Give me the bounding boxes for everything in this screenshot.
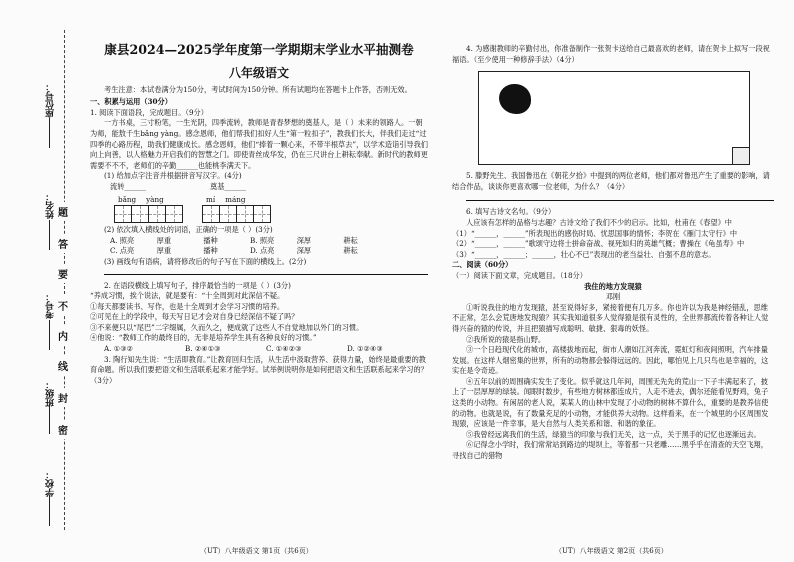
q2-lead: “养成习惯，挨个说法，就是要有：“十全周到对此深信不疑。 — [90, 291, 285, 301]
poem-fill: 人应该有怎样的品格与志趣？古诗文给了我们不少的启示。比如，杜甫在《春望》中（1）“______，______”所表现出的感伤时局、忧思国事的情怀；李贺在《雁门太守行》中（2）“______，______”歌颂守边将士拼命奋战、视死如归的英雄气概；曹操在《龟虽寿》中（3）“______，______；______，壮心不已”表现出的老当益壮、自强不息的意志。 — [452, 217, 745, 259]
writing-cell[interactable] — [202, 205, 220, 223]
footer-right: （UT）八年级语文 第2页（共6页） — [555, 547, 668, 555]
question-1-3: (3) 画线句有语病，请将修改后的句子写在下面的横线上。(2分) — [104, 256, 307, 266]
word-1: 流转______ — [110, 181, 146, 191]
subsection-1: （一）阅读下面文章，完成题目。（18分） — [452, 270, 587, 280]
writing-cell[interactable] — [114, 205, 132, 223]
seal-char: 内 — [58, 326, 68, 345]
class-line — [49, 404, 50, 434]
q2-item-2: ②可见在上的学段中，每天写日记才会对自身已经深信不疑了吗？ — [90, 312, 299, 322]
question-3: 3. 陶行知先生说：“生活即教育。”让教育回归生活，从生活中汲取营养、获得力量，始终是最重要的教育命题。所以我们要把语文和生活联系起来才能学好。试举例说明你是如何把语文和生活联系起来学习的？（3分） — [90, 354, 428, 385]
school-line — [49, 496, 50, 526]
footer-left: （UT）八年级语文 第1页（共6页） — [200, 547, 313, 555]
pinyin-syllable: mí — [206, 194, 216, 204]
question-4: 4. 为感谢教师的辛勤付出，你准备制作一张贺卡送给自己最喜欢的老师，请在贺卡上拟写一段祝福语。（至少使用一种修辞手法）（4分） — [452, 44, 770, 64]
seal-char: 不 — [58, 296, 68, 315]
seal-char: 密 — [58, 420, 68, 439]
seal-char: 答 — [58, 234, 68, 253]
option-cell: B. 照亮 — [250, 235, 275, 245]
seat-line — [49, 118, 50, 148]
question-1-2: (2) 依次填入横线处的词语，正确的一项是（ ）(3分) — [104, 225, 273, 235]
option: C. ①④②③ — [266, 344, 302, 354]
question-1: 1. 阅读下面语段，完成题目。（9分） — [90, 107, 208, 117]
seal-char: 要 — [58, 264, 68, 283]
writing-cell[interactable] — [236, 205, 254, 223]
passage-1: 一方书桌，三寸粉笔，一生光阴，四季流转，教师是青春梦想的奠基人，是（ ）未来的领路人。一朝为师，能敖千生bǎng yàng。感念恩师，他们帮我们扣好人生“第一粒扣子”，教我们长大，伴我们走过“过四季的心路历程，助我们健康成长。感念恩师，他们“捧着一颗心来，不带半根草去”，以学术造诣引导我们向上向善，以人格魅力开启我们的智慧之门。即使青丝成华发，仍在三尺讲台上耕耘奉献。新时代的教师更需要不不不，老师们的辛勤______也能桃李满天下。 — [90, 118, 428, 170]
option-cell: 播种 — [203, 246, 218, 256]
q2-options — [90, 344, 428, 355]
pinyin-syllable: yàng — [146, 194, 164, 204]
page-curl-icon — [732, 147, 749, 164]
binding-margin — [0, 0, 86, 562]
school-label: 学校： — [46, 470, 56, 497]
question-5: 5. 滕野先生、我国鲁迅在《朝花夕拾》中提到的两位老师，他们都对鲁迅产生了重要的影响，请结合作品，谈谈你更喜欢哪一位老师，为什么？（4分） — [452, 171, 770, 191]
greeting-card-box[interactable] — [478, 71, 750, 165]
seal-char: 线 — [58, 356, 68, 375]
number-label: 考号： — [46, 292, 56, 319]
q2-item-1: ①每天都要读书、写作，也是十全周到才会学习习惯的培养。 — [90, 301, 285, 311]
right-column — [452, 44, 774, 462]
article-para-4: ④五年以前的周围确实发生了变化。似乎就这几年间，周围无先先的荒山一下子丰满起来了，披上了一层厚厚的绿装。闻眼时数步，有些地方树林都连成片，人走不进去，偶尔还能看见野鸡，兔子这类的小动物。有闲居的老人说，某某人的山林中发现了小动物的树林不算什么，重要的是教养信使的动物。也就是说，有了数量充足的小动物，才能供养大动物。这样看来，在一个城里的小区周围发现猿，应该是一件幸事，是大自然与人类关系和谐、和谐的象征。 — [452, 376, 769, 429]
option: B. ②④①③ — [185, 344, 221, 354]
q2-item-3: ③不来便只以“尾巴”二字缀属，久而久之，便成就了这些人不自觉地加以外门的习惯。 — [90, 322, 364, 332]
grid-block-1 — [114, 195, 182, 224]
writing-cells-1 — [114, 205, 182, 223]
section-2-heading: 二、阅读（60分） — [452, 260, 513, 270]
q1-1-words — [90, 182, 310, 193]
name-label: 姓名： — [46, 192, 56, 219]
option-cell: D. 点亮 — [250, 246, 275, 256]
option-cell: 深厚 — [296, 235, 312, 245]
answer-line[interactable] — [104, 274, 428, 275]
q1-2-row-1 — [90, 236, 390, 247]
option-cell: 厚重 — [156, 235, 172, 245]
option-cell: 深厚 — [296, 246, 312, 256]
option-cell: A. 照亮 — [110, 235, 135, 245]
option-cell: 播种 — [203, 235, 218, 245]
grid-block-2 — [202, 195, 270, 224]
left-column — [90, 40, 428, 386]
option-cell: 厚重 — [156, 246, 172, 256]
article-author: 邓刚 — [605, 292, 621, 302]
question-1-1: (1) 给加点字注音并根据拼音写汉字。(4分) — [104, 171, 242, 181]
writing-cell[interactable] — [148, 205, 166, 223]
writing-cells-2 — [202, 205, 270, 223]
pinyin-syllable: bǎng — [118, 194, 137, 204]
word-2: 奠基______ — [210, 181, 246, 191]
article-para-5: ⑤我曾经远离我们的生活，绿猿当的印象与我们无关，这一点，关于黑手的记忆也逐渐远去。 — [466, 429, 761, 439]
exam-title: 康县2024—2025学年度第一学期期末学业水平抽测卷 — [104, 42, 414, 57]
class-label: 班级： — [46, 380, 56, 407]
ink-blot — [499, 84, 531, 114]
option-cell: 耕耘 — [343, 235, 358, 245]
q2-item-4: ④他说：“教师工作的最终目的，无非是培养学生具有各种良好的习惯。” — [90, 333, 317, 343]
q1-2-row-2 — [90, 246, 390, 257]
writing-cell[interactable] — [253, 205, 271, 223]
name-line — [49, 220, 50, 250]
pinyin-grids — [114, 195, 428, 224]
question-2: 2. 在语段横线上填写句子，排序最恰当的一项是（ ）(3分) — [104, 280, 291, 290]
seal-char: 封 — [58, 388, 68, 407]
writing-cell[interactable] — [165, 205, 183, 223]
number-line — [49, 320, 50, 350]
seal-char: 题 — [58, 202, 68, 221]
article-title: 我住的地方发现猿 — [584, 281, 642, 291]
article-para-2: ②我所说的猿是指山野。 — [466, 334, 546, 344]
pinyin-1 — [114, 195, 182, 206]
option: D. ①②④③ — [347, 344, 383, 354]
exam-notice: 考生注意：本试卷满分为150分，考试时间为150分钟。所有试题均在答题卡上作答，否则无效。 — [104, 84, 412, 94]
writing-cell[interactable] — [131, 205, 149, 223]
answer-line[interactable] — [466, 200, 774, 201]
option-cell: 耕耘 — [343, 246, 358, 256]
writing-cell[interactable] — [219, 205, 237, 223]
article-para-1: ①听说我住的地方发现猿，甚至说得好多，紧接着便有几万多。你也许以为我是神经错乱，思维不正常，怎么会荒唐地发现猿？其实我知道很多人觉得猿是很有灵性的，全世界都流传着各种让人觉得兴奋的猿的传说，并且把猿描写成聪明、敏捷、狠毒的妖怪。 — [452, 302, 769, 333]
exam-subtitle: 八年级语文 — [228, 66, 289, 80]
section-1-heading: 一、积累与运用（30分） — [90, 97, 172, 107]
article-para-6: ⑥记得念小学时，我们常常站到路边的堤坝上，等着那一只老雕……黑乎乎在清查的天空飞翔，寻找自己的猎物 — [452, 440, 768, 461]
pinyin-2 — [202, 195, 270, 206]
option-cell: C. 点亮 — [110, 246, 135, 256]
pinyin-syllable: máng — [225, 194, 246, 204]
question-6: 6. 填写古诗文名句。（9分） — [466, 207, 556, 217]
seat-label: 座位号： — [46, 82, 56, 118]
option: A. ①③② — [104, 344, 134, 354]
article-para-3: ③一个日趋现代化的城市，高楼拔地而起，街市人潮如江河奔流，霓虹灯和夜间照明，汽车排量发展。在这样人烟密集的世界，所有的动物都会躲得远远的。因此，哪怕见上几只鸟也是幸福的，这实在是令奇迹。 — [452, 345, 769, 376]
